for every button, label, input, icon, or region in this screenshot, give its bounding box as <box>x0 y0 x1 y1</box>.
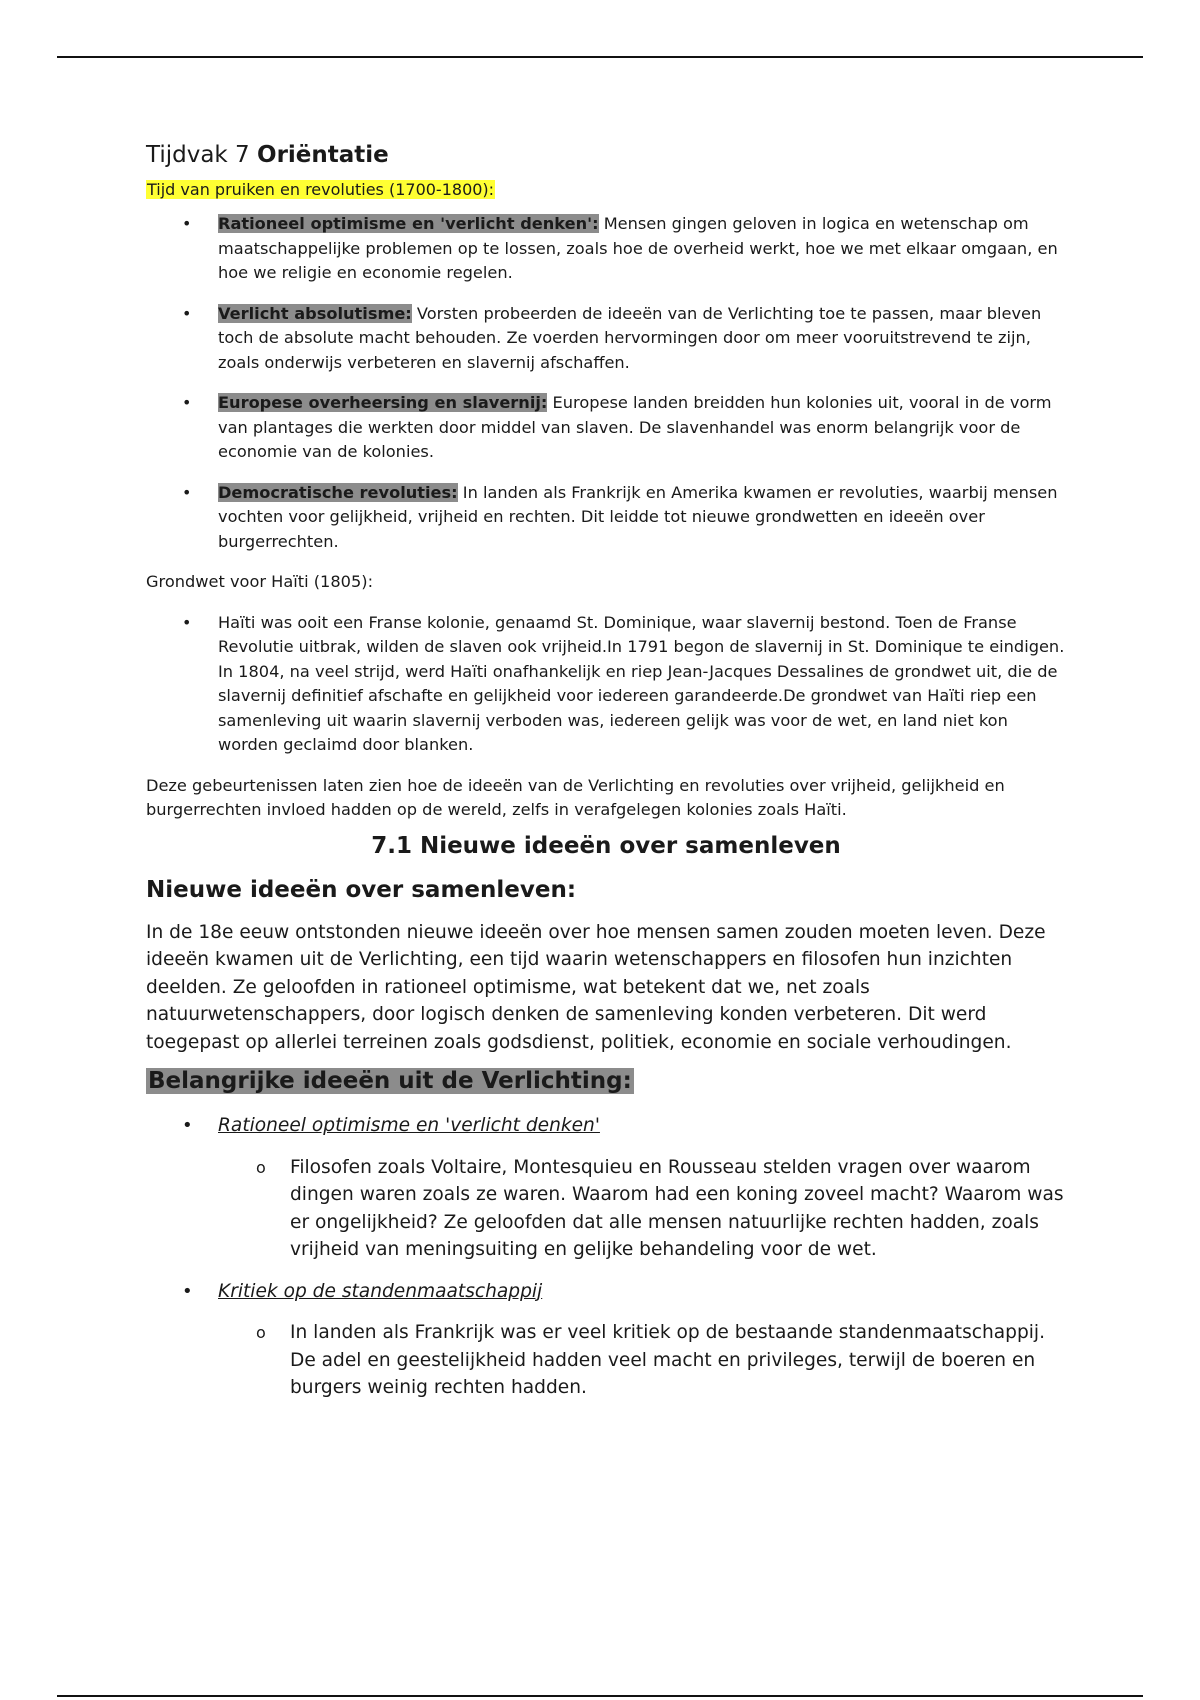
ideas-heading: Belangrijke ideeën uit de Verlichting: <box>148 1068 632 1094</box>
sub-list-item: o Filosofen zoals Voltaire, Montesquieu en Rousseau stelden vragen over waarom dingen waren zoals ze waren. Waarom had een koning zoveel macht? Waarom was er ongelijkheid? Ze geloofden dat alle mensen natuurlijke rechten hadden, zoals vrijheid van meningsuiting en gelijke behandeling voor de wet. <box>256 1156 1064 1260</box>
list-item: • Rationeel optimisme en 'verlicht denken': Mensen gingen geloven in logica en wetenschap om maatschappelijke problemen op te lossen, zoals hoe de overheid werkt, hoe we met elkaar omgaan, en hoe we religie en economie regelen. <box>182 214 1058 282</box>
list-item: • Verlicht absolutisme: Vorsten probeerden de ideeën van de Verlichting toe te passen, maar bleven toch de absolute macht behouden. Ze voerden hervormingen door om meer vooruitstrevend te zijn, zoals onderwijs verbeteren en slavernij afschaffen. <box>182 303 1042 372</box>
summary-paragraph: Deze gebeurtenissen laten zien hoe de ideeën van de Verlichting en revoluties over vrijheid, gelijkheid en burgerrechten invloed hadden op de wereld, zelfs in verafgelegen kolonies zoals Haïti. <box>146 775 1005 819</box>
document-body <box>146 142 1066 1416</box>
list-item: • Rationeel optimisme en 'verlicht denken' o Filosofen zoals Voltaire, Montesquieu en Rousseau stelden vragen over waarom dingen waren zoals ze waren. Waarom had een koning zoveel macht? Waarom was er ongelijkheid? Ze geloofden dat alle mensen natuurlijke rechten hadden, zoals vrijheid van meningsuiting en gelijke behandeling voor de wet. <box>146 1112 1066 1264</box>
list-item: • Democratische revoluties: In landen als Frankrijk en Amerika kwamen er revoluties, waarbij mensen vochten voor gelijkheid, vrijheid en rechten. Dit leidde tot nieuwe grondwetten en ideeën over burgerrechten. <box>182 482 1058 551</box>
subsection-title: Nieuwe ideeën over samenleven: <box>146 876 577 903</box>
sub-list-item: o In landen als Frankrijk was er veel kritiek op de bestaande standenmaatschappij. De adel en geestelijkheid hadden veel macht en privileges, terwijl de boeren en burgers weinig rechten hadden. <box>256 1322 1046 1398</box>
idea-title: Kritiek op de standenmaatschappij <box>218 1280 543 1302</box>
list-item: • Europese overheersing en slavernij: Europese landen breidden hun kolonies uit, vooral in de vorm van plantages die werkten door middel van slaven. De slavenhandel was enorm belangrijk voor de economie van de kolonies. <box>182 393 1052 461</box>
idea-title: Rationeel optimisme en 'verlicht denken' <box>218 1115 600 1136</box>
list-item: • Haïti was ooit een Franse kolonie, genaamd St. Dominique, waar slavernij bestond. Toen de Franse Revolutie uitbrak, wilden de slaven ook vrijheid.In 1791 begon de slavernij in St. Dominique te eindigen. In 1804, na veel strijd, werd Haïti onafhankelijk en riep Jean-Jacques Dessalines de grondwet uit, die de slavernij definitief afschafte en gelijkheid voor iedereen garandeerde.De grondwet van Haïti riep een samenleving uit waarin slavernij verboden was, iedereen gelijk was voor de wet, en land niet kon worden geclaimd door blanken. <box>182 612 1065 754</box>
ideas-list <box>146 1112 1066 1402</box>
haiti-heading: Grondwet voor Haïti (1805): <box>146 572 374 591</box>
bottom-rule <box>57 1695 1143 1697</box>
list-item: • Kritiek op de standenmaatschappij o In landen als Frankrijk was er veel kritiek op de bestaande standenmaatschappij. De adel en geestelijkheid hadden veel macht en privileges, terwijl de boeren en burgers weinig rechten hadden. <box>146 1278 1066 1402</box>
haiti-list <box>146 611 1066 758</box>
page-title: Tijdvak 7 Oriëntatie <box>146 142 389 168</box>
period-heading: Tijd van pruiken en revoluties (1700-1800): <box>147 180 495 199</box>
overview-list <box>146 212 1066 554</box>
intro-paragraph: In de 18e eeuw ontstonden nieuwe ideeën over hoe mensen samen zouden moeten leven. Deze ideeën kwamen uit de Verlichting, een tijd waarin wetenschappers en filosofen hun inzichten deelden. Ze geloofden in rationeel optimisme, wat betekent dat we, net zoals natuurwetenschappers, door logisch denken de samenleving konden verbeteren. Dit werd toegepast op allerlei terreinen zoals godsdienst, politiek, economie en sociale verhoudingen. <box>146 921 1046 1053</box>
section-title: 7.1 Nieuwe ideeën over samenleven <box>371 832 841 859</box>
top-rule <box>57 56 1143 58</box>
